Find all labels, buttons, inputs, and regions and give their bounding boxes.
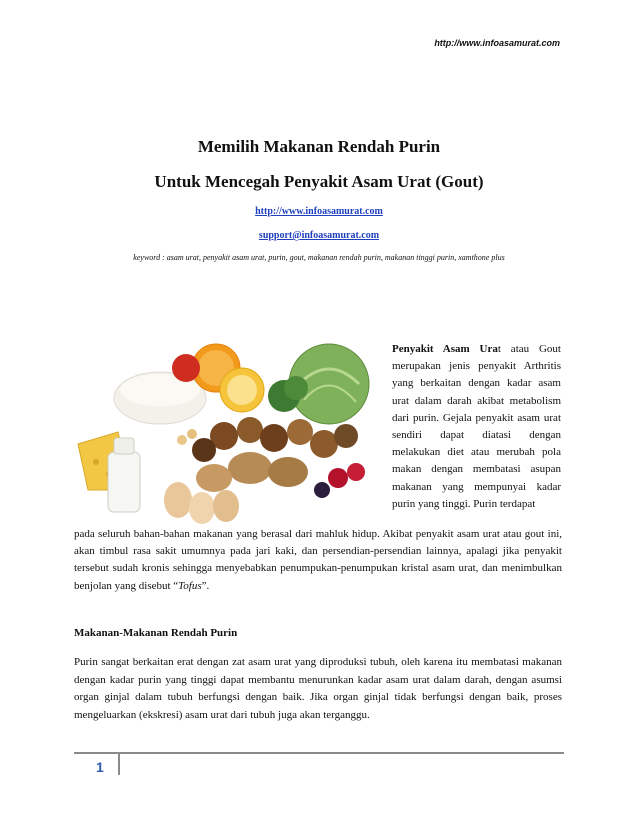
intro-continued-text [74,526,562,595]
intro-continued-after: ”. [201,579,210,592]
document-subtitle: Untuk Mencegah Penyakit Asam Urat (Gout) [154,172,484,191]
food-illustration [74,340,378,526]
section-paragraph: Purin sangat berkaitan erat dengan zat asam urat yang diproduksi tubuh, oleh karena itu membatasi makanan dengan kadar purin yang tinggi dapat membantu menurunkan kadar asam urat dalam darah, dengan asumsi organ ginjal dalam tubuh berfungsi dengan baik. Jika organ ginjal tidak berfungsi dengan baik, proses mengeluarkan (ekskresi) asam urat dari tubuh juga akan terganggu. [74,656,562,721]
keyword-line: keyword : asam urat, penyakit asam urat, purin, gout, makanan rendah purin, makanan tinggi purin, xamthone plus [133,253,505,262]
website-link[interactable]: http://www.infoasamurat.com [255,206,383,217]
header-url[interactable]: http://www.infoasamurat.com [434,38,560,48]
intro-side-rest: t atau Gout merupakan jenis penyakit Arthritis yang berkaitan dengan kadar asam urat dalam darah akibat metabolism dari purin. Gejala penyakit asam urat sendiri dapat diatasi dengan melakukan diet atau merubah pola makan dengan membatasi asupan makanan yang mempunyai kadar purin yang tinggi. Purin terdapat [392,343,561,510]
intro-bold-term: Penyakit Asam Ura [392,343,498,355]
page-number-divider [118,753,120,775]
intro-side-text [392,341,561,513]
intro-continued-before: pada seluruh bahan-bahan makanan yang berasal dari mahluk hidup. Akibat penyakit asam urat atau gout ini, akan timbul rasa sakit umumnya pada jari kaki, dan persendian-persendian lainnya, apalagi jika penyakit tersebut sudah kronis sehingga menyebabkan penumpukan-penumpukan kristal asam urat, dan menimbulkan benjolan yang disebut “ [74,528,562,592]
document-title: Memilih Makanan Rendah Purin [197,137,441,156]
section-heading: Makanan-Makanan Rendah Purin [74,627,238,639]
tofus-term: Tofus [178,579,202,592]
email-link[interactable]: support@infoasamurat.com [258,230,380,241]
footer-rule [74,752,564,754]
page-number: 1 [96,759,104,775]
